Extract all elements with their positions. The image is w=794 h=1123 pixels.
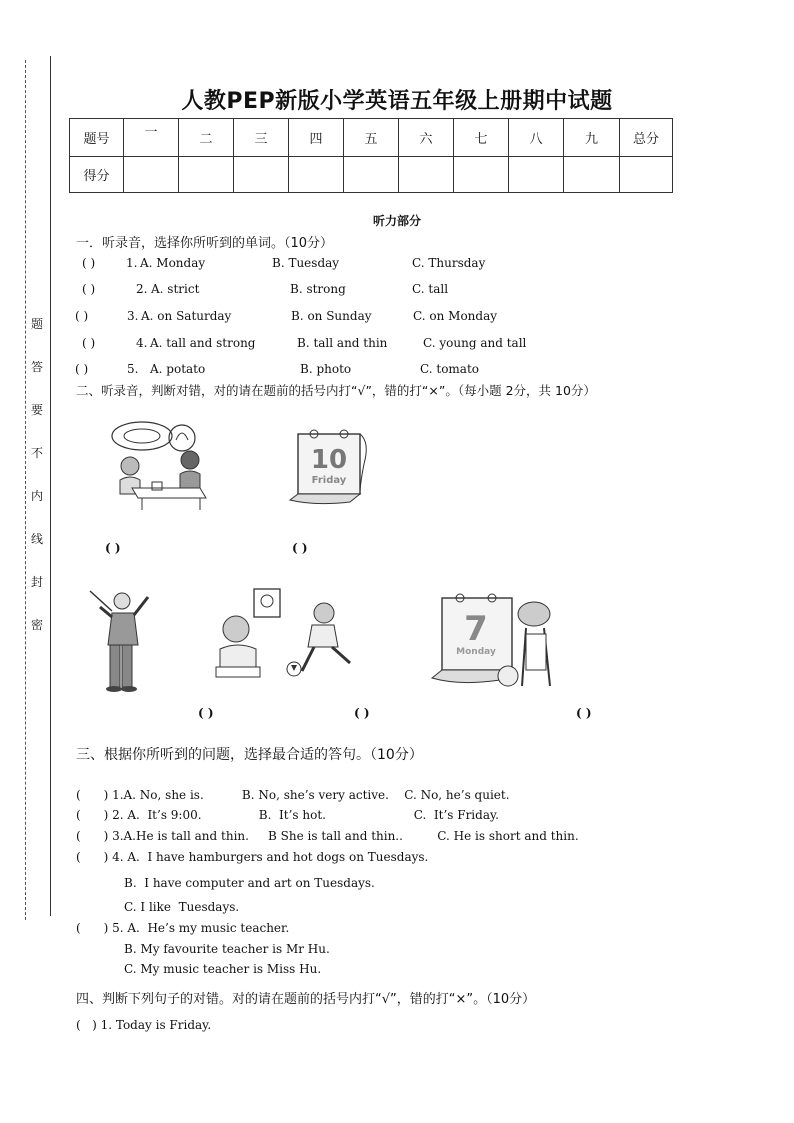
score-cell[interactable]: [344, 157, 399, 193]
answer-paren[interactable]: ( ): [105, 541, 121, 555]
option-b: B. photo: [300, 362, 352, 376]
binding-dashed-line: [25, 60, 26, 920]
score-cell[interactable]: [620, 157, 673, 193]
option-a: A. Monday: [140, 256, 206, 270]
calendar-day: Monday: [456, 647, 496, 657]
score-table-column: 一: [124, 119, 179, 157]
section2-heading: 二、听录音，判断对错，对的请在题前的括号内打“√”，错的打“×”。（每小题 2分，共 10分）: [76, 383, 596, 398]
score-cell[interactable]: [399, 157, 454, 193]
question-line: ( ) 1.A. No, she is. B. No, she’s very active. C. No, he’s quiet.: [76, 788, 510, 802]
item-number: 5.: [127, 362, 139, 376]
calendar-friday-picture: [284, 426, 380, 508]
score-table-score-row: [70, 157, 673, 193]
score-cell[interactable]: [564, 157, 620, 193]
option-b: B. Tuesday: [272, 256, 340, 270]
kids-eating-picture: [102, 418, 214, 513]
option-b: B. tall and thin: [297, 336, 388, 350]
question-line: ( ) 5. A. He’s my music teacher.: [76, 921, 290, 935]
score-table-column: 八: [509, 119, 564, 157]
option-c: C. Thursday: [412, 256, 486, 270]
question-line: C. I like Tuesdays.: [124, 900, 240, 914]
score-table-row-label: 得分: [70, 157, 124, 193]
item-number: 1.: [126, 256, 138, 270]
score-cell[interactable]: [454, 157, 509, 193]
score-table-column: 六: [399, 119, 454, 157]
option-b: B. strong: [290, 282, 346, 296]
score-table-column: 九: [564, 119, 620, 157]
listening-header: 听力部分: [372, 214, 421, 228]
option-a: A. on Saturday: [141, 309, 232, 323]
score-table: [69, 118, 673, 193]
item-number: 2.: [136, 282, 148, 296]
option-b: B. on Sunday: [291, 309, 372, 323]
option-c: C. on Monday: [413, 309, 498, 323]
option-c: C. young and tall: [423, 336, 527, 350]
binding-char: 答: [30, 360, 43, 374]
score-table-row-label: 题号: [70, 119, 124, 157]
binding-char: 密: [30, 618, 43, 632]
score-table-header-row: [70, 119, 673, 157]
question-line: ( ) 4. A. I have hamburgers and hot dogs on Tuesdays.: [76, 850, 429, 864]
score-table-column: 七: [454, 119, 509, 157]
score-cell[interactable]: [124, 157, 179, 193]
item-number: 4.: [136, 336, 148, 350]
option-a: A. potato: [150, 362, 206, 376]
binding-char: 封: [30, 575, 43, 589]
question-line: ( ) 3.A.He is tall and thin. B She is tall and thin.. C. He is short and thin.: [76, 829, 579, 843]
question-line: ( ) 1. Today is Friday.: [76, 1018, 212, 1032]
page-title: 人教PEP新版小学英语五年级上册期中试题: [181, 89, 613, 114]
score-cell[interactable]: [234, 157, 289, 193]
binding-solid-line: [50, 56, 51, 916]
score-table-column: 二: [179, 119, 234, 157]
option-a: A. strict: [151, 282, 200, 296]
answer-paren[interactable]: ( ): [82, 282, 96, 296]
binding-char: 要: [30, 403, 43, 417]
calendar-day: Friday: [311, 475, 347, 486]
calendar-number: 10: [310, 445, 348, 475]
score-cell[interactable]: [179, 157, 234, 193]
answer-paren[interactable]: ( ): [198, 706, 214, 720]
answer-paren[interactable]: ( ): [75, 309, 89, 323]
question-line: C. My music teacher is Miss Hu.: [124, 962, 322, 976]
score-table-column: 总分: [620, 119, 673, 157]
answer-paren[interactable]: ( ): [75, 362, 89, 376]
score-table-column: 三: [234, 119, 289, 157]
option-c: C. tomato: [420, 362, 480, 376]
calendar-number: 7: [464, 609, 488, 649]
question-line: B. I have computer and art on Tuesdays.: [124, 876, 375, 890]
score-cell[interactable]: [289, 157, 344, 193]
score-table-column: 五: [344, 119, 399, 157]
section1-heading: 一．听录音，选择你所听到的单词。（10分）: [76, 236, 334, 251]
binding-char: 题: [30, 317, 43, 331]
section3-heading: 三、根据你所听到的问题，选择最合适的答句。（10分）: [76, 747, 423, 763]
binding-char: 内: [30, 489, 43, 503]
teacher-picture: [82, 583, 154, 695]
answer-paren[interactable]: ( ): [576, 706, 592, 720]
score-cell[interactable]: [509, 157, 564, 193]
question-line: ( ) 2. A. It’s 9:00. B. It’s hot. C. It’s Friday.: [76, 808, 499, 822]
score-table-column: 四: [289, 119, 344, 157]
question-line: B. My favourite teacher is Mr Hu.: [124, 942, 330, 956]
calendar-monday-picture: [426, 588, 560, 690]
binding-char: 不: [30, 446, 43, 460]
item-number: 3.: [127, 309, 139, 323]
kids-drawing-and-football-picture: [208, 583, 368, 688]
answer-paren[interactable]: ( ): [82, 256, 96, 270]
option-a: A. tall and strong: [150, 336, 256, 350]
answer-paren[interactable]: ( ): [82, 336, 96, 350]
section4-heading: 四、判断下列句子的对错。对的请在题前的括号内打“√”，错的打“×”。（10分）: [76, 992, 536, 1007]
answer-paren[interactable]: ( ): [354, 706, 370, 720]
answer-paren[interactable]: ( ): [292, 541, 308, 555]
binding-char: 线: [30, 532, 43, 546]
option-c: C. tall: [412, 282, 449, 296]
